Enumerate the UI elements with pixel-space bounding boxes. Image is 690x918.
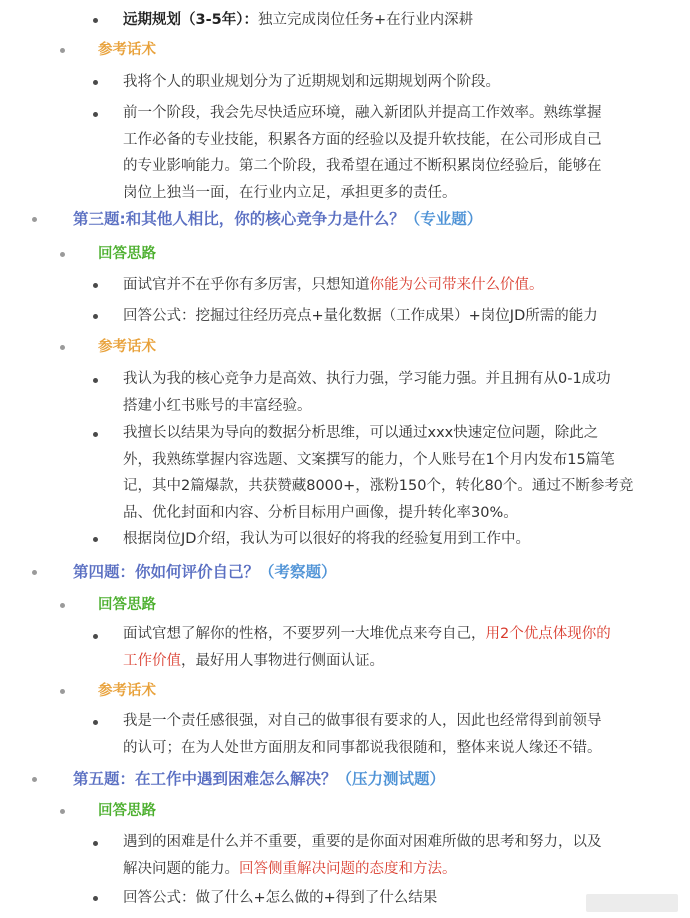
bullet	[60, 252, 65, 257]
question-4-heading: 第四题：你如何评价自己？（考察题）	[73, 563, 337, 581]
bullet	[93, 283, 98, 288]
bullet	[93, 537, 98, 542]
paragraph-plan-intro: 我将个人的职业规划分为了近期规划和远期规划两个阶段。	[123, 74, 500, 90]
q3-formula-text: 回答公式：挖掘过往经历亮点+量化数据（工作成果）+岗位JD所需的能力	[123, 308, 598, 324]
reference-script-label: 参考话术	[98, 42, 156, 58]
q3-script-para-1: 我认为我的核心竞争力是高效、执行力强，学习能力强。并且拥有从0-1成功 搭建小红书账号的丰富经验。	[123, 371, 611, 414]
bullet	[60, 603, 65, 608]
q4-idea-text: 面试官想了解你的性格，不要罗列一大堆优点来夸自己，用2个优点体现你的 工作价值，最好用人事物进行侧面认证。	[123, 626, 611, 669]
bullet	[93, 112, 98, 117]
bullet	[93, 841, 98, 846]
q5-idea-text: 遇到的困难是什么并不重要，重要的是你面对困难所做的思考和努力，以及 解决问题的能力。回答侧重解决问题的态度和方法。	[123, 834, 602, 877]
q3-script-para-2: 我擅长以结果为导向的数据分析思维，可以通过xxx快速定位问题，除此之 外，我熟练掌握内容选题、文案撰写的能力，个人账号在1个月内发布15篇笔 记，其中2篇爆款，共获赞藏8000+，涨粉150个，转化80个。通过不断参考竞 品、优化封面和内容、分析目标用户画像，提升转化率30%。	[123, 425, 634, 521]
q3-script-para-3: 根据岗位JD介绍，我认为可以很好的将我的经验复用到工作中。	[123, 531, 530, 547]
reference-script-label: 参考话术	[98, 339, 156, 355]
bullet	[93, 634, 98, 639]
paragraph-plan-detail: 前一个阶段，我会先尽快适应环境，融入新团队并提高工作效率。熟练掌握 工作必备的专业技能，积累各方面的经验以及提升软技能，在公司形成自己 的专业影响能力。第二个阶段，我希望在通过不断积累岗位经验后，能够在 岗位上独当一面，在行业内立足，承担更多的责任。	[123, 105, 602, 201]
question-5-heading: 第五题：在工作中遇到困难怎么解决？（压力测试题）	[73, 770, 446, 788]
bullet	[93, 378, 98, 383]
q3-idea-text: 面试官并不在乎你有多厉害，只想知道你能为公司带来什么价值。	[123, 277, 544, 293]
answer-idea-label: 回答思路	[98, 803, 156, 819]
bullet	[93, 18, 98, 23]
long-term-plan-item	[123, 7, 473, 33]
question-3-heading: 第三题:和其他人相比，你的核心竞争力是什么？（专业题）	[73, 210, 483, 228]
bullet	[60, 809, 65, 814]
bullet	[60, 48, 65, 53]
bullet	[32, 217, 37, 222]
bullet	[93, 80, 98, 85]
bullet	[32, 570, 37, 575]
bullet	[60, 689, 65, 694]
q5-formula-text: 回答公式：做了什么+怎么做的+得到了什么结果	[123, 890, 438, 906]
bullet	[60, 345, 65, 350]
q4-script-text: 我是一个责任感很强，对自己的做事很有要求的人，因此也经常得到前领导 的认可；在为人处世方面朋友和同事都说我很随和，整体来说人缘还不错。	[123, 713, 602, 756]
long-term-plan-label: 远期规划（3-5年）：	[123, 12, 258, 28]
answer-idea-label: 回答思路	[98, 246, 156, 262]
bullet	[93, 314, 98, 319]
bullet	[32, 777, 37, 782]
bullet	[93, 432, 98, 437]
bullet	[93, 896, 98, 901]
long-term-plan-text: 独立完成岗位任务+在行业内深耕	[257, 12, 474, 28]
reference-script-label: 参考话术	[98, 683, 156, 699]
bullet	[93, 720, 98, 725]
answer-idea-label: 回答思路	[98, 597, 156, 613]
watermark-blur	[586, 894, 678, 912]
